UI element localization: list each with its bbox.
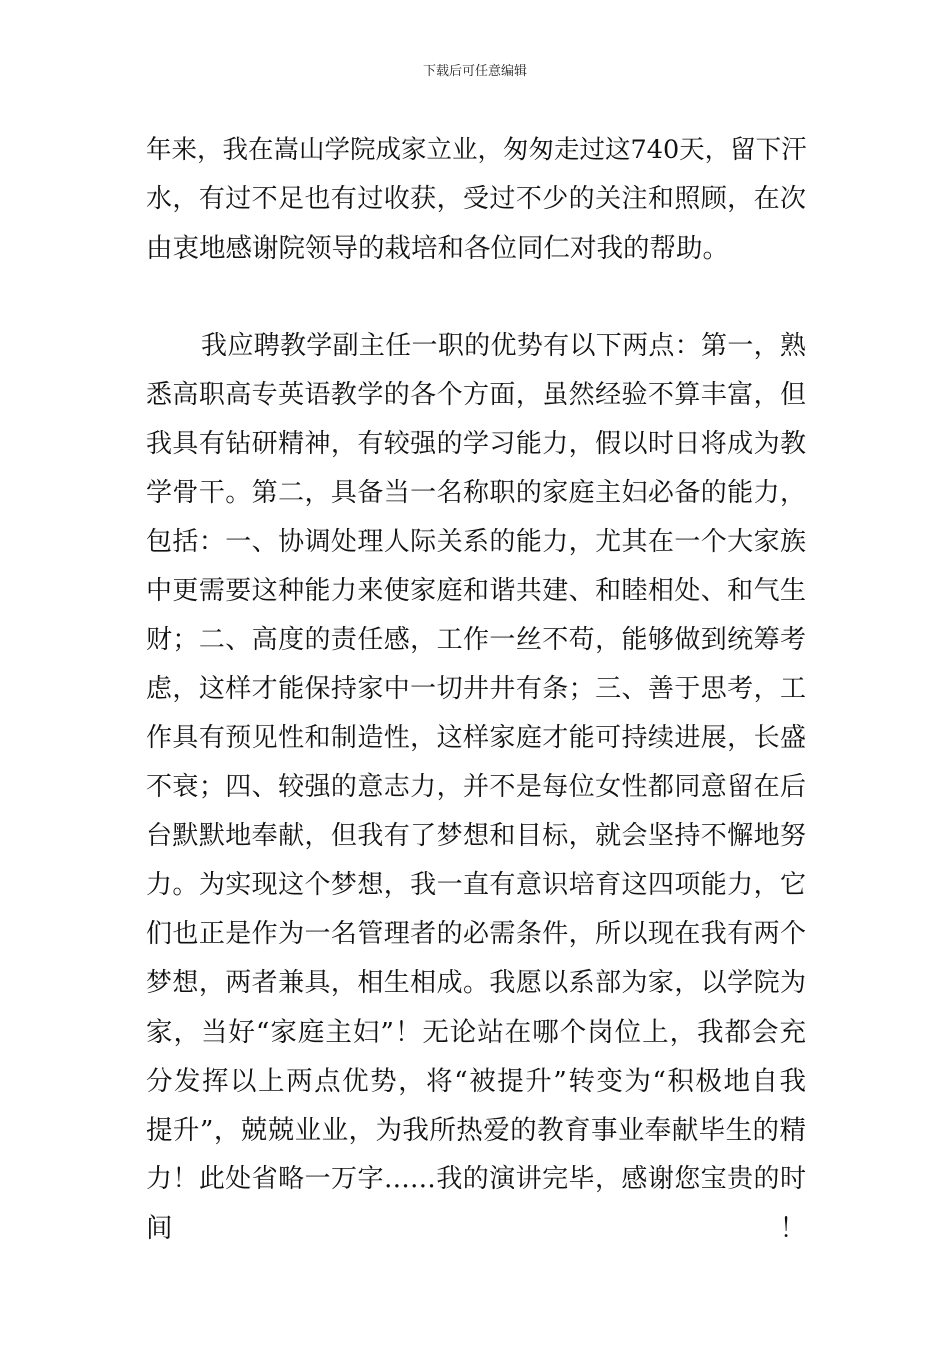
- text-line: 年来，我在嵩山学院成家立业，匆匆走过这740天，留下汗: [146, 135, 807, 165]
- text-line: 作具有预见性和制造性，这样家庭才能可持续进展，长盛: [146, 723, 806, 753]
- text-line: 分发挥以上两点优势，将“被提升”转变为“积极地自我: [146, 1066, 806, 1097]
- text-line: 我应聘教学副主任一职的优势有以下两点：第一，熟: [201, 331, 806, 361]
- text-line: 财；二、高度的责任感，工作一丝不苟，能够做到统筹考: [146, 625, 806, 655]
- text-line: 学骨干。第二，具备当一名称职的家庭主妇必备的能力，: [146, 478, 806, 508]
- page-header: 下载后可任意编辑: [422, 64, 527, 79]
- paragraph-1: [146, 126, 806, 273]
- text-line: 梦想，两者兼具，相生相成。我愿以系部为家，以学院为: [146, 968, 806, 998]
- text-line: 不衰；四、较强的意志力，并不是每位女性都同意留在后: [146, 772, 806, 802]
- text-line: 提升”，兢兢业业，为我所热爱的教育事业奉献毕生的精: [146, 1115, 806, 1146]
- text-line: 包括：一、协调处理人际关系的能力，尤其在一个大家族: [146, 527, 806, 557]
- paragraph-spacer: [146, 273, 806, 322]
- text-line: 力。为实现这个梦想，我一直有意识培育这四项能力，它: [146, 870, 806, 900]
- text-line: 家，当好“家庭主妇”！无论站在哪个岗位上，我都会充: [146, 1017, 806, 1048]
- text-line: 由衷地感谢院领导的栽培和各位同仁对我的帮助。: [146, 233, 729, 264]
- text-line: 中更需要这种能力来使家庭和谐共建、和睦相处、和气生: [146, 576, 806, 606]
- text-line: 台默默地奉献，但我有了梦想和目标，就会坚持不懈地努: [146, 821, 806, 851]
- text-line: 们也正是作为一名管理者的必需条件，所以现在我有两个: [146, 919, 806, 949]
- document-body: [146, 126, 806, 1351]
- text-line: [146, 1253, 806, 1302]
- text-line: 虑，这样才能保持家中一切井井有条；三、善于思考，工: [146, 674, 806, 704]
- paragraph-2: [146, 322, 806, 1351]
- text-line: 水，有过不足也有过收获，受过不少的关注和照顾，在次: [146, 184, 806, 214]
- text-line: 力！此处省略一万字……我的演讲完毕，感谢您宝贵的时: [146, 1164, 806, 1194]
- text-line: 悉高职高专英语教学的各个方面，虽然经验不算丰富，但: [146, 380, 806, 410]
- text-line: 间！: [146, 1213, 806, 1244]
- text-line: 我具有钻研精神，有较强的学习能力，假以时日将成为教: [146, 429, 806, 459]
